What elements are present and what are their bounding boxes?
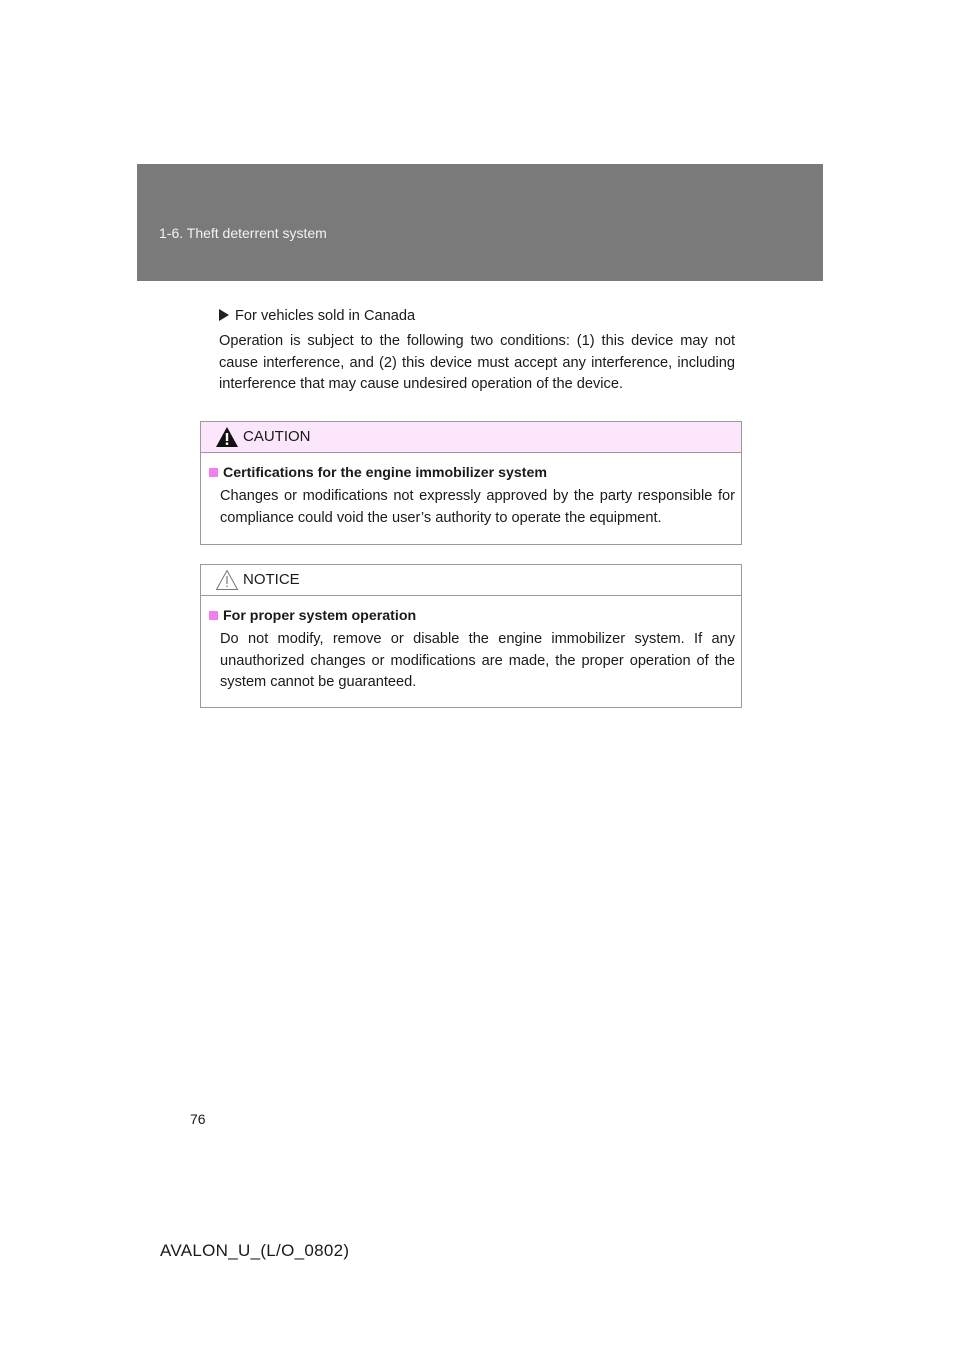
bullet-heading: For vehicles sold in Canada: [235, 308, 416, 324]
notice-box: [200, 564, 742, 708]
notice-heading: For proper system operation: [223, 608, 417, 624]
warning-triangle-icon: [215, 426, 239, 448]
section-title: 1-6. Theft deterrent system: [159, 225, 327, 241]
caution-heading-line: [209, 465, 735, 481]
caution-heading: Certifications for the engine immobilizer system: [223, 465, 548, 481]
square-bullet-icon: [209, 468, 218, 477]
notice-text: Do not modify, remove or disable the engine immobilizer system. If any unauthorized changes or modifications are made, the proper operation of the system cannot be guaranteed.: [220, 631, 735, 690]
square-bullet-icon: [209, 611, 218, 620]
warning-triangle-outline-icon: [215, 569, 239, 591]
header-band: [137, 164, 823, 281]
caution-text: Changes or modifications not expressly approved by the party responsible for compliance could void the user’s authority to operate the equipment.: [220, 488, 735, 526]
notice-header: [201, 565, 741, 596]
caution-header: [201, 422, 741, 453]
body-paragraph: Operation is subject to the following two conditions: (1) this device may not cause interference, and (2) this device must accept any interference, including interference that may cause undesired operation of the device.: [219, 333, 735, 392]
triangle-bullet-icon: [219, 309, 229, 321]
bullet-heading-line: [219, 306, 735, 328]
caution-label: CAUTION: [243, 428, 311, 445]
notice-label: NOTICE: [243, 571, 300, 588]
notice-body: [201, 596, 741, 712]
document-id: AVALON_U_(L/O_0802): [160, 1241, 350, 1260]
page-number: 76: [190, 1111, 206, 1127]
notice-heading-line: [209, 608, 735, 624]
caution-body: [201, 453, 741, 547]
caution-box: [200, 421, 742, 545]
